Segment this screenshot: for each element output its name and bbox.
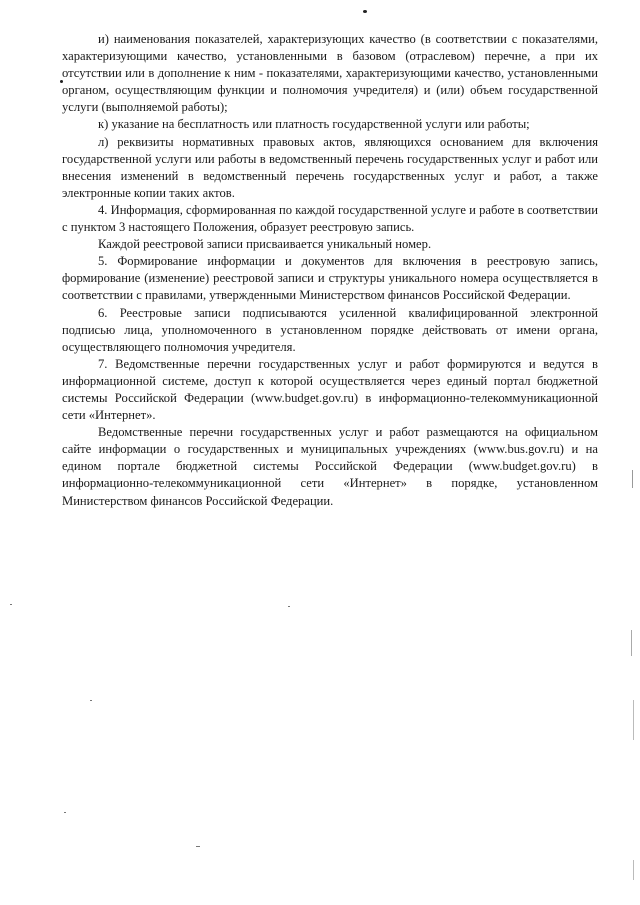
paragraph-unique-number: Каждой реестровой записи присваивается уникальный номер. (98, 237, 432, 252)
scan-speck (10, 604, 12, 605)
paragraph-item-i: и) наименования показателей, характеризующих качество (в соответствии с показателями, характеризующими качество, установленными в базовом (отраслевом) перечне, а при их отсутствии или в дополнение к ним - показателями, характеризующими качество, установленными органом, осуществляющим функции и полномочия учредителя) и (или) объем государственной услуги (выполняемой работы); (62, 32, 598, 115)
paragraph-clause-4: 4. Информация, сформированная по каждой государственной услуге и работе в соответствии с пунктом 3 настоящего Положения, образует реестровую запись. (62, 202, 598, 235)
scan-speck (90, 700, 92, 701)
paragraph-publication: Ведомственные перечни государственных услуг и работ размещаются на официальном сайте информации о государственных и муниципальных учреждениях (www.bus.gov.ru) и на едином портале бюджетной системы Российской Федерации (www.budget.gov.ru) в информационно-телекоммуникационной сети «Интернет» в порядке, установленном Министерством финансов Российской Федерации. (62, 425, 598, 508)
paragraph-clause-6: 6. Реестровые записи подписываются усиленной квалифицированной электронной подписью лица, уполномоченного в установленном порядке действовать от имени органа, осуществляющего полномочия учредителя. (62, 305, 598, 354)
scan-edge-mark (631, 630, 632, 656)
document-body (62, 31, 598, 510)
scan-speck (288, 606, 290, 607)
paragraph-clause-7: 7. Ведомственные перечни государственных услуг и работ формируются и ведутся в информационной системе, доступ к которой осуществляется через единый портал бюджетной системы Российской Федерации (www.budget.gov.ru) в информационно-телекоммуникационной сети «Интернет». (62, 356, 598, 423)
scan-edge-mark (633, 860, 634, 880)
scan-speck (64, 812, 66, 813)
paragraph-clause-5: 5. Формирование информации и документов для включения в реестровую запись, формирование (изменение) реестровой записи и структуры уникального номера осуществляется в соответствии с правилами, утвержденными Министерством финансов Российской Федерации. (62, 254, 598, 303)
paragraph-item-k: к) указание на бесплатность или платность государственной услуги или работы; (98, 117, 530, 132)
scan-dot (363, 10, 367, 13)
scan-edge-mark (632, 470, 633, 488)
scan-speck (196, 846, 200, 847)
scan-edge-mark (633, 700, 634, 740)
paragraph-item-l: л) реквизиты нормативных правовых актов, являющихся основанием для включения государственной услуги или работы в ведомственный перечень государственных услуг и работ или внесения изменений в ведомственный перечень государственных услуг и работ, а также электронные копии таких актов. (62, 134, 598, 200)
